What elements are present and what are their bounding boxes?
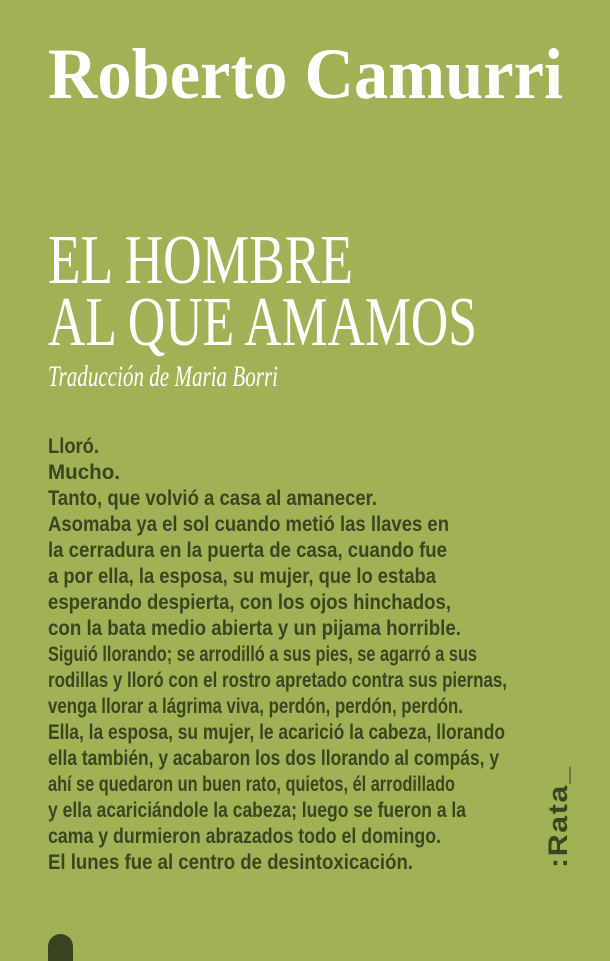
excerpt-line: ella también, y acabaron los dos llorando al compás, y bbox=[48, 747, 500, 770]
excerpt-line: esperando despierta, con los ojos hinchados, bbox=[48, 591, 451, 614]
excerpt-line: Lloró. bbox=[48, 435, 100, 458]
excerpt bbox=[48, 434, 610, 876]
publisher-logo: :Rata_ bbox=[543, 765, 573, 868]
excerpt-line: Tanto, que volvió a casa al amanecer. bbox=[48, 487, 378, 510]
excerpt-line: a por ella, la esposa, su mujer, que lo estaba bbox=[48, 565, 436, 588]
book-title-line-1: EL HOMBRE bbox=[48, 222, 354, 299]
excerpt-line: Mucho. bbox=[48, 461, 121, 484]
excerpt-line: con la bata medio abierta y un pijama horrible. bbox=[48, 617, 461, 640]
author-name: Roberto Camurri bbox=[48, 34, 563, 114]
translator-credit: Traducción de Maria Borri bbox=[48, 360, 279, 393]
excerpt-line: ahí se quedaron un buen rato, quietos, él arrodillado bbox=[48, 773, 456, 796]
mouse-hole-icon bbox=[48, 934, 73, 961]
excerpt-line: El lunes fue al centro de desintoxicación. bbox=[48, 851, 413, 874]
book-title-line-2: AL QUE AMAMOS bbox=[48, 284, 478, 361]
excerpt-line: rodillas y lloró con el rostro apretado contra sus piernas, bbox=[48, 669, 508, 692]
excerpt-line: cama y durmieron abrazados todo el domingo. bbox=[48, 825, 442, 848]
excerpt-line: y ella acariciándole la cabeza; luego se fueron a la bbox=[48, 799, 467, 822]
excerpt-line: venga llorar a lágrima viva, perdón, perdón, perdón. bbox=[48, 695, 463, 718]
excerpt-line: Asomaba ya el sol cuando metió las llaves en bbox=[48, 513, 450, 536]
book-title bbox=[48, 222, 610, 361]
excerpt-line: Siguió llorando; se arrodilló a sus pies, se agarró a sus bbox=[48, 643, 478, 666]
excerpt-line: la cerradura en la puerta de casa, cuando fue bbox=[48, 539, 448, 562]
excerpt-line: Ella, la esposa, su mujer, le acarició la cabeza, llorando bbox=[48, 721, 505, 744]
